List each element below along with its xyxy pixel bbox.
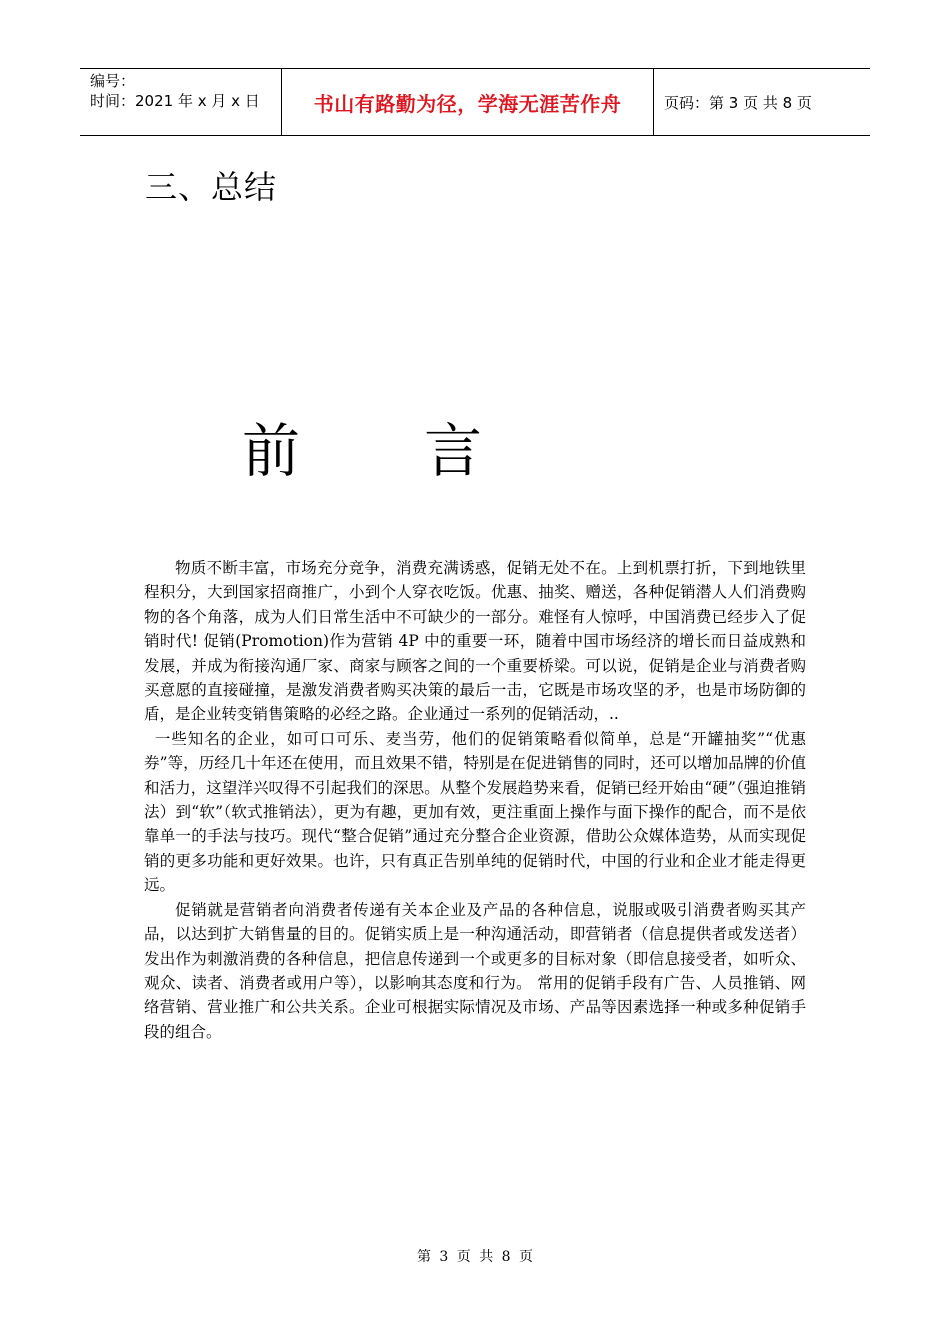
body-text <box>144 556 806 1044</box>
page-header <box>80 68 870 136</box>
preface-title-char-1: 前 <box>242 417 301 485</box>
paragraph-3: 促销就是营销者向消费者传递有关本企业及产品的各种信息，说服或吸引消费者购买其产品，以达到扩大销售量的目的。促销实质上是一种沟通活动，即营销者（信息提供者或发送者）发出作为刺激消费的各种信息，把信息传递到一个或更多的目标对象（即信息接受者，如听众、观众、读者、消费者或用户等），以影响其态度和行为。 常用的促销手段有广告、人员推销、网络营销、营业推广和公共关系。企业可根据实际情况及市场、产品等因素选择一种或多种促销手段的组合。 <box>144 900 806 1041</box>
document-date-label: 时间：2021 年 x 月 x 日 <box>90 92 260 110</box>
header-page-cell <box>654 69 870 135</box>
preface-title <box>242 416 482 486</box>
header-meta-cell <box>80 69 282 135</box>
paragraph-1: 物质不断丰富，市场充分竞争，消费充满诱惑，促销无处不在。上到机票打折，下到地铁里程积分，大到国家招商推广，小到个人穿衣吃饭。优惠、抽奖、赠送，各种促销潜人人们消费购物的各个角落，成为人们日常生活中不可缺少的一部分。难怪有人惊呼，中国消费已经步入了促销时代! 促销(Promotion)作为营销 4P 中的重要一环，随着中国市场经济的增长而日益成熟和发展，并成为衔接沟通厂家、商家与顾客之间的一个重要桥梁。可以说，促销是企业与消费者购买意愿的直接碰撞，是激发消费者购买决策的最后一击，它既是市场攻坚的矛，也是市场防御的盾，是企业转变销售策略的必经之路。企业通过一系列的促销活动，.. <box>144 559 806 724</box>
page-footer: 第 3 页 共 8 页 <box>416 1249 534 1265</box>
section-title: 三、总结 <box>145 168 278 206</box>
preface-title-char-2: 言 <box>423 417 482 485</box>
header-page-code: 页码：第 3 页 共 8 页 <box>664 93 812 112</box>
header-motto: 书山有路勤为径，学海无涯苦作舟 <box>313 91 622 116</box>
document-number-label: 编号： <box>90 72 136 90</box>
header-motto-cell <box>282 69 654 135</box>
paragraph-2: 一些知名的企业，如可口可乐、麦当劳，他们的促销策略看似简单，总是“开罐抽奖”“优惠券”等，历经几十年还在使用，而且效果不错，特别是在促进销售的同时，还可以增加品牌的价值和活力，这望洋兴叹得不引起我们的深思。从整个发展趋势来看，促销已经开始由“硬”（强迫推销法）到“软”（软式推销法），更为有趣，更加有效，更注重面上操作与面下操作的配合，而不是依靠单一的手法与技巧。现代“整合促销”通过充分整合企业资源，借助公众媒体造势，从而实现促销的更多功能和更好效果。也许，只有真正告别单纯的促销时代，中国的行业和企业才能走得更远。 <box>144 729 806 895</box>
